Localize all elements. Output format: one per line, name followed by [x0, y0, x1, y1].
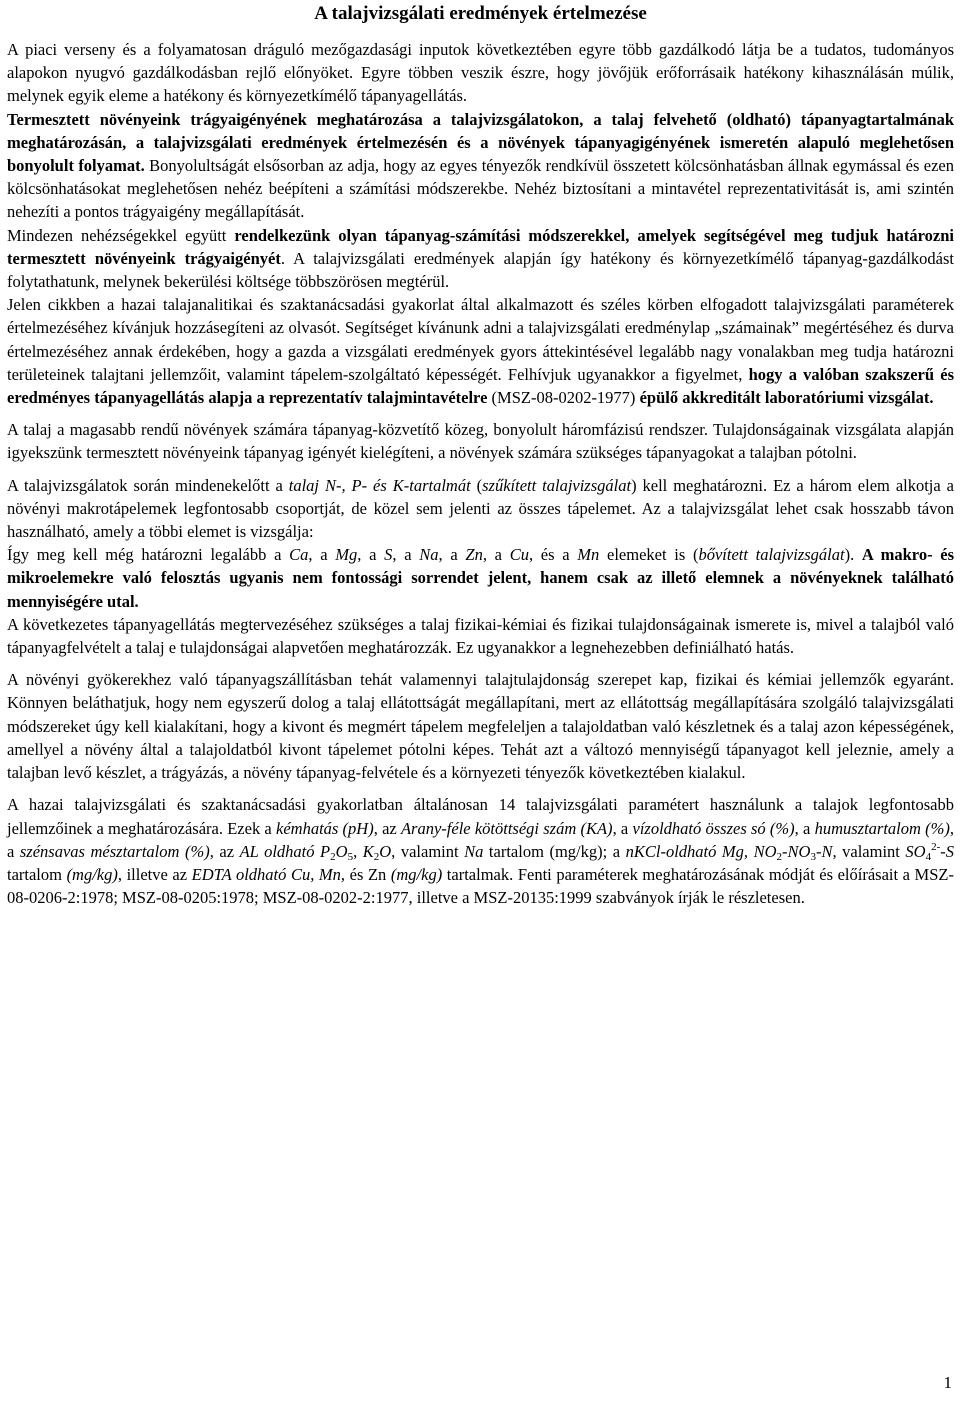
bold-statement: Termesztett növényeink trágyaigényének meghatározása a talajvizsgálatokon, a talaj felvehető (oldható) tápanyagtartalmának meghatározásán, a talajvizsgálati eredmények értelmezésén és a növények tápanyagigényének ismeretén alapuló meglehetősen bonyolult folyamat. [7, 109, 954, 176]
parameter-name: (mg/kg) [390, 864, 443, 884]
italic-term: bővített talajvizsgálat [698, 545, 845, 565]
text-run: tartalom (mg/kg); a [483, 841, 626, 861]
bold-statement: épülő akkreditált laboratóriumi vizsgálat. [639, 388, 934, 408]
paragraph-methods [7, 224, 954, 294]
text-run: . A talajvizsgálati eredmények alapján így hatékony és környezetkímélő tápanyag-gazdálkodást folytathatunk, melynek bekerülési költsége többszörösen megtérül. [7, 248, 954, 292]
text-run: A talajvizsgálatok során mindenekelőtt a [7, 475, 289, 495]
parameter-name: O [335, 841, 348, 861]
subscript: 3 [810, 850, 816, 863]
parameter-name: O [379, 841, 392, 861]
bold-statement: rendelkezünk olyan tápanyag-számítási módszerekkel, amelyek segítségével meg tudjuk határozni termesztett növényeink trágyaigényét [7, 225, 954, 268]
parameter-name: -NO [782, 841, 811, 861]
document-title: A talajvizsgálati eredmények értelmezése [314, 3, 647, 24]
paragraph-intro: A piaci verseny és a folyamatosan dráguló mezőgazdasági inputok következtében egyre több gazdálkodó látja be a tudatos, tudományos alapokon nyugvó gazdálkodásban rejlő előnyöket. Egyre többen veszik észre, hogy jövőjük erőforrásaik hatékony kihasználásán múlik, melynek egyik eleme a hatékony és környezetkímélő tápanyagellátás. [7, 40, 954, 106]
paragraph-parameters [7, 793, 954, 909]
subscript: 2 [330, 850, 336, 863]
text-run: Mindezen nehézségekkel együtt [7, 225, 235, 245]
text-run: , és a [528, 545, 578, 565]
text-run: , a [357, 545, 385, 565]
text-run: elemeket is ( [599, 545, 699, 565]
superscript: 2- [931, 840, 941, 853]
text-run: , [353, 841, 363, 861]
element-symbol: Mn [577, 545, 600, 565]
text-run: , illetve az [117, 864, 192, 884]
parameter-name: -N, [815, 841, 837, 861]
text-run: A hazai talajvizsgálati és szaktanácsadási gyakorlatban általánosan 14 talajvizsgálati paramétert használunk a talajok legfontosabb jellemzőinek a meghatározására. Ezek a [7, 795, 954, 838]
parameter-name: -S [940, 841, 954, 861]
subscript: 2 [776, 850, 783, 863]
parameter-name: (mg/kg) [66, 864, 118, 884]
parameter-name: vízoldható összes só (%) [632, 818, 795, 838]
text-run: , a [308, 545, 336, 565]
document-body [7, 38, 954, 909]
element-symbol: S [384, 545, 393, 565]
text-run: ). [844, 545, 862, 565]
element-symbol: Cu [509, 545, 529, 565]
text-run: ( [470, 475, 483, 495]
text-run: , a [7, 818, 955, 861]
parameter-name: nKCl-oldható Mg, NO [625, 841, 777, 861]
text-run: Jelen cikkben a hazai talajanalitikai és szaktanácsadási gyakorlat által alkalmazott és széles körben elfogadott talajvizsgálati paraméterek értelmezéséhez kívánjuk hozzásegíteni az olvasót. Segítséget kívánunk adni a talajvizsgálati eredménylap „számainak” megértéséhez és durva értelmezéséhez annak érdekében, hogy a gazda a vizsgálati eredmények gyors áttekintésével legalább nagy vonalakban meg tudja határozni területeinek talajtani jellemzőit, valamint tápelem-szolgáltató képességét. Felhívjuk ugyanakkor a figyelmet, [7, 295, 954, 384]
parameter-name: Arany-féle kötöttségi szám (KA) [400, 818, 613, 838]
parameter-name: K [362, 841, 374, 861]
page-number: 1 [943, 1373, 952, 1392]
subscript: 4 [925, 850, 932, 863]
parameter-name: SO [905, 841, 926, 861]
element-symbol: Ca [289, 545, 309, 565]
bold-statement: hogy a valóban szakszerű és eredményes tápanyagellátás alapja a reprezentatív talajmintavételre [7, 364, 954, 408]
italic-term: szűkített talajvizsgálat [482, 475, 632, 495]
text-run: , a [392, 545, 420, 565]
parameter-name: szénsavas mésztartalom (%) [19, 841, 210, 861]
paragraph-npk [7, 474, 954, 544]
text-run: (MSZ-08-0202-1977) [487, 388, 640, 408]
bold-statement: A makro- és mikroelemekre való felosztás ugyanis nem fontossági sorrendet jelent, hanem csak az illető elemnek a növényeknek található mennyiségére utal. [7, 545, 955, 611]
subscript: 2 [373, 850, 380, 863]
paragraph-physical-chemical: A következetes tápanyagellátás megtervezéséhez szükséges a talaj fizikai-kémiai és fizikai tulajdonságainak ismerete is, mivel a talajból való tápanyagfelvételt a talaj e tulajdonságai alapvetően meghatározzák. Ez ugyanakkor a legnehezebben definiálható hatás. [7, 614, 954, 658]
text-run: , az [373, 818, 401, 838]
parameter-name: kémhatás (pH) [276, 818, 374, 838]
text-run: Így meg kell még határozni legalább a [7, 545, 290, 565]
paragraph-soil-medium: A talaj a magasabb rendű növények számára tápanyag-közvetítő közeg, bonyolult háromfázisú rendszer. Tulajdonságainak vizsgálata alapján igyekszünk termesztett növényeink tápanyag igényét kielégíteni, a növények számára szükséges tápanyagokat a talajban pótolni. [7, 420, 954, 463]
paragraph-fertilizer-need [7, 108, 954, 224]
text-run: , az [209, 841, 240, 861]
italic-term: talaj N-, P- és K-tartalmát [288, 475, 471, 495]
element-symbol: Mg [335, 545, 358, 565]
text-run: és Zn [345, 864, 391, 884]
text-run: , valamint [391, 841, 465, 861]
text-run: Bonyolultságát elsősorban az adja, hogy az egyes tényezők rendkívül összetett kölcsönhatásban állnak egymással és ezen kölcsönhatásokat meglehetősen nehéz beépíteni a számítási módszerekbe. Nehéz biztosítani a mintavétel reprezentativitását is, ami szintén nehezíti a pontos trágyaigény megállapítását. [7, 156, 954, 222]
parameter-name: Na [464, 841, 484, 861]
paragraph-nutrient-transport: A növényi gyökerekhez való tápanyagszállításban tehát valamennyi talajtulajdonság szerepet kap, fizikai és kémiai jellemzők egyaránt. Könnyen beláthatjuk, hogy nem egyszerű dolog a talaj ellátottságát megállapítani, mert az ellátottság megállapítására szolgáló talajvizsgálati módszereket úgy kell kialakítani, hogy a kivont és megmért tápelem megfeleljen a talajoldatban való készletnek és a talaj azon képességének, amellyel a növény által a talajoldatból kivont tápelemet pótolni képes. Tehát azt a változó mennyiségű tápanyagot kell jeleznie, amely a talajban levő készlet, a trágyázás, a növény tápanyag-felvétele és a környezeti tényezők következtében kialakul. [7, 670, 954, 783]
parameter-name: AL oldható P [239, 841, 331, 861]
parameter-name: humusztartalom (%) [814, 818, 950, 838]
text-run: , a [482, 545, 510, 565]
subscript: 5 [347, 850, 354, 863]
text-run: , a [612, 818, 633, 838]
paragraph-article-purpose [7, 293, 954, 409]
element-symbol: Zn [465, 545, 483, 565]
text-run: tartalom [7, 864, 67, 884]
element-symbol: Na [419, 545, 439, 565]
text-run: ) kell meghatározni. Ez a három elem alkotja a növényi makrotápelemek legfontosabb csoportját, de közel sem jelenti az összes tápelemet. Az a talajvizsgálat lehet csak hosszabb távon használható, amely a többi elemet is vizsgálja: [7, 475, 954, 542]
paragraph-extended-elements [7, 543, 954, 613]
text-run: , a [794, 818, 815, 838]
text-run: tartalmak. Fenti paraméterek meghatározásának módját és előírásait a MSZ-08-0206-2:1978; MSZ-08-0205:1978; MSZ-08-0202-2:1977, illetve a MSZ-20135:1999 szabványok írják le részletesen. [7, 864, 954, 908]
text-run: , a [438, 545, 466, 565]
text-run: valamint [836, 841, 906, 861]
parameter-name: EDTA oldható Cu, Mn, [191, 864, 346, 884]
